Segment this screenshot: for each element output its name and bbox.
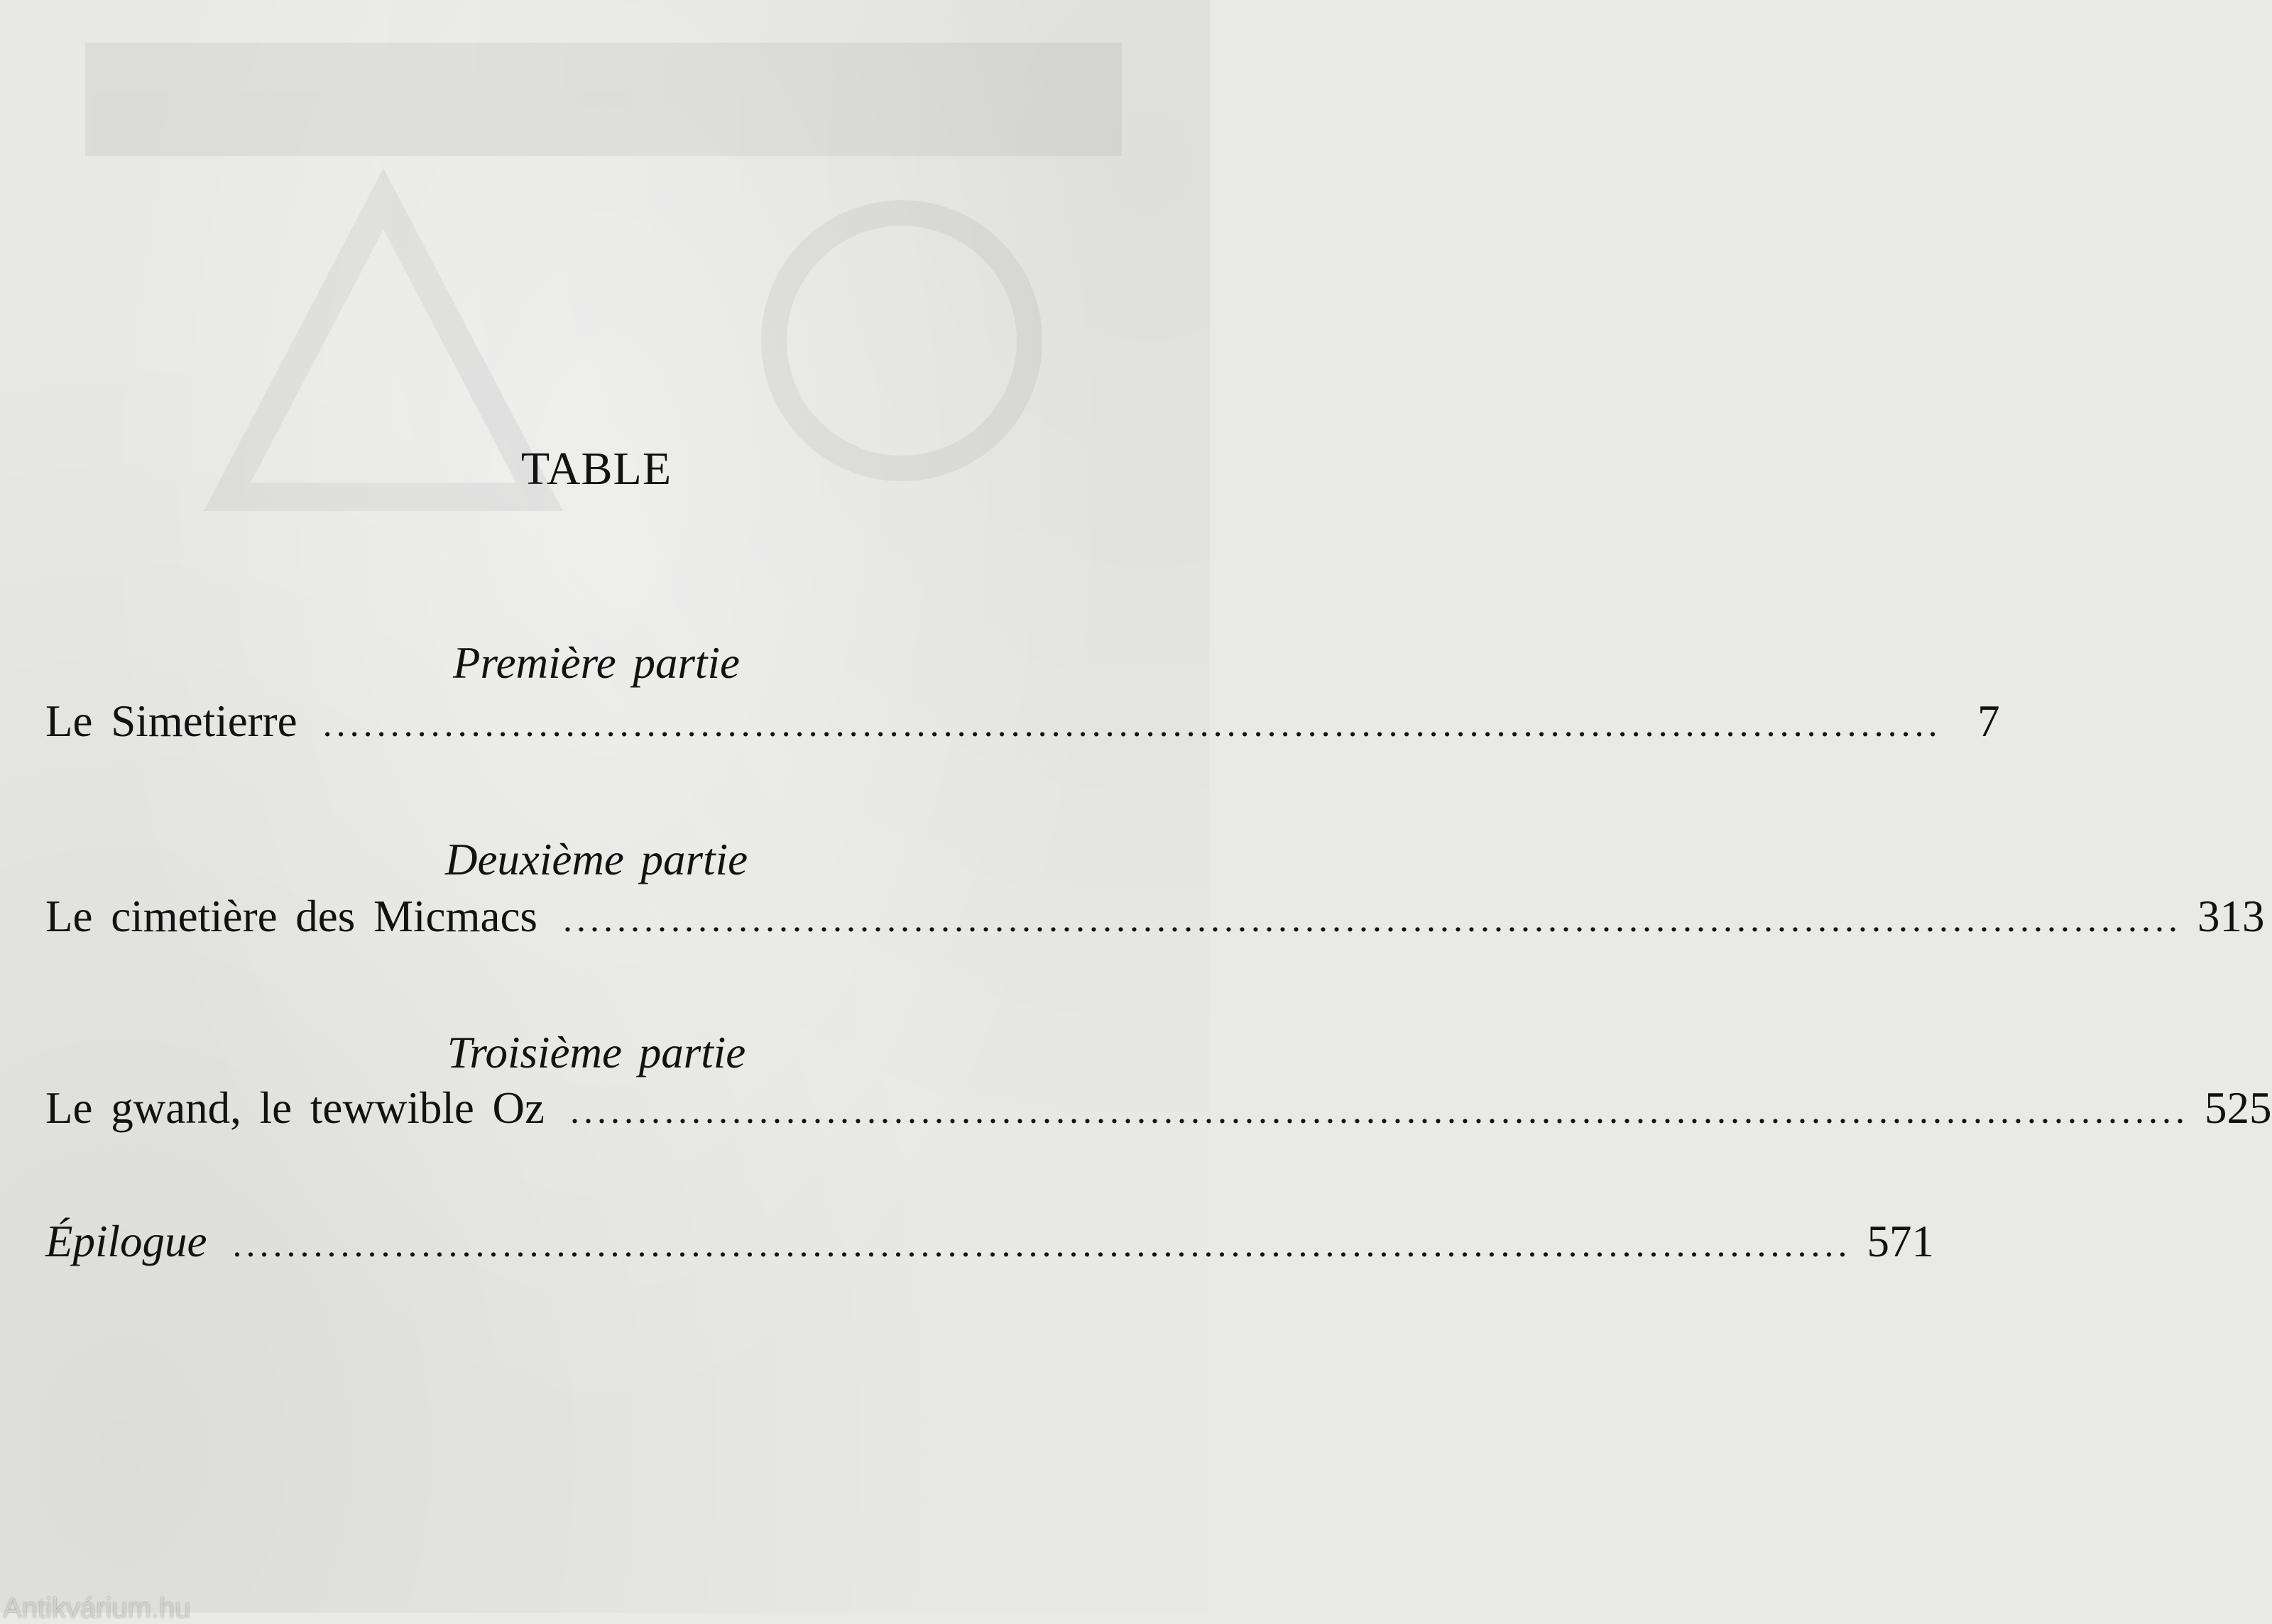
toc-title: TABLE xyxy=(520,443,672,495)
toc-entry-1[interactable] xyxy=(45,696,2000,746)
part-heading-3: Troisième partie xyxy=(447,1028,746,1077)
toc-entry-page: 525 xyxy=(2205,1083,2272,1133)
toc-entry-page: 313 xyxy=(2197,891,2265,941)
toc-entry-label: Le Simetierre xyxy=(45,696,297,746)
part-heading-1: Première partie xyxy=(453,638,740,688)
toc-entry-page: 7 xyxy=(1977,696,2000,746)
dot-leader: ........................................................................................................................ xyxy=(232,1224,1852,1265)
toc-entry-epilogue[interactable] xyxy=(45,1217,1934,1266)
toc-entry-page: 571 xyxy=(1867,1217,1934,1266)
dot-leader: ........................................................................................................................ xyxy=(322,704,1942,745)
show-through-illustration xyxy=(85,43,1122,497)
toc-entry-3[interactable] xyxy=(45,1083,2272,1133)
toc-entry-2[interactable] xyxy=(45,891,2265,941)
toc-entry-label: Le cimetière des Micmacs xyxy=(45,891,537,941)
dot-leader: ........................................................................................................................ xyxy=(562,899,2182,940)
toc-entry-label: Épilogue xyxy=(45,1217,207,1266)
part-heading-2: Deuxième partie xyxy=(444,835,748,884)
dot-leader: ........................................................................................................................ xyxy=(570,1091,2190,1131)
toc-entry-label: Le gwand, le tewwible Oz xyxy=(45,1083,545,1133)
watermark: Antikvárium.hu xyxy=(3,1593,191,1624)
